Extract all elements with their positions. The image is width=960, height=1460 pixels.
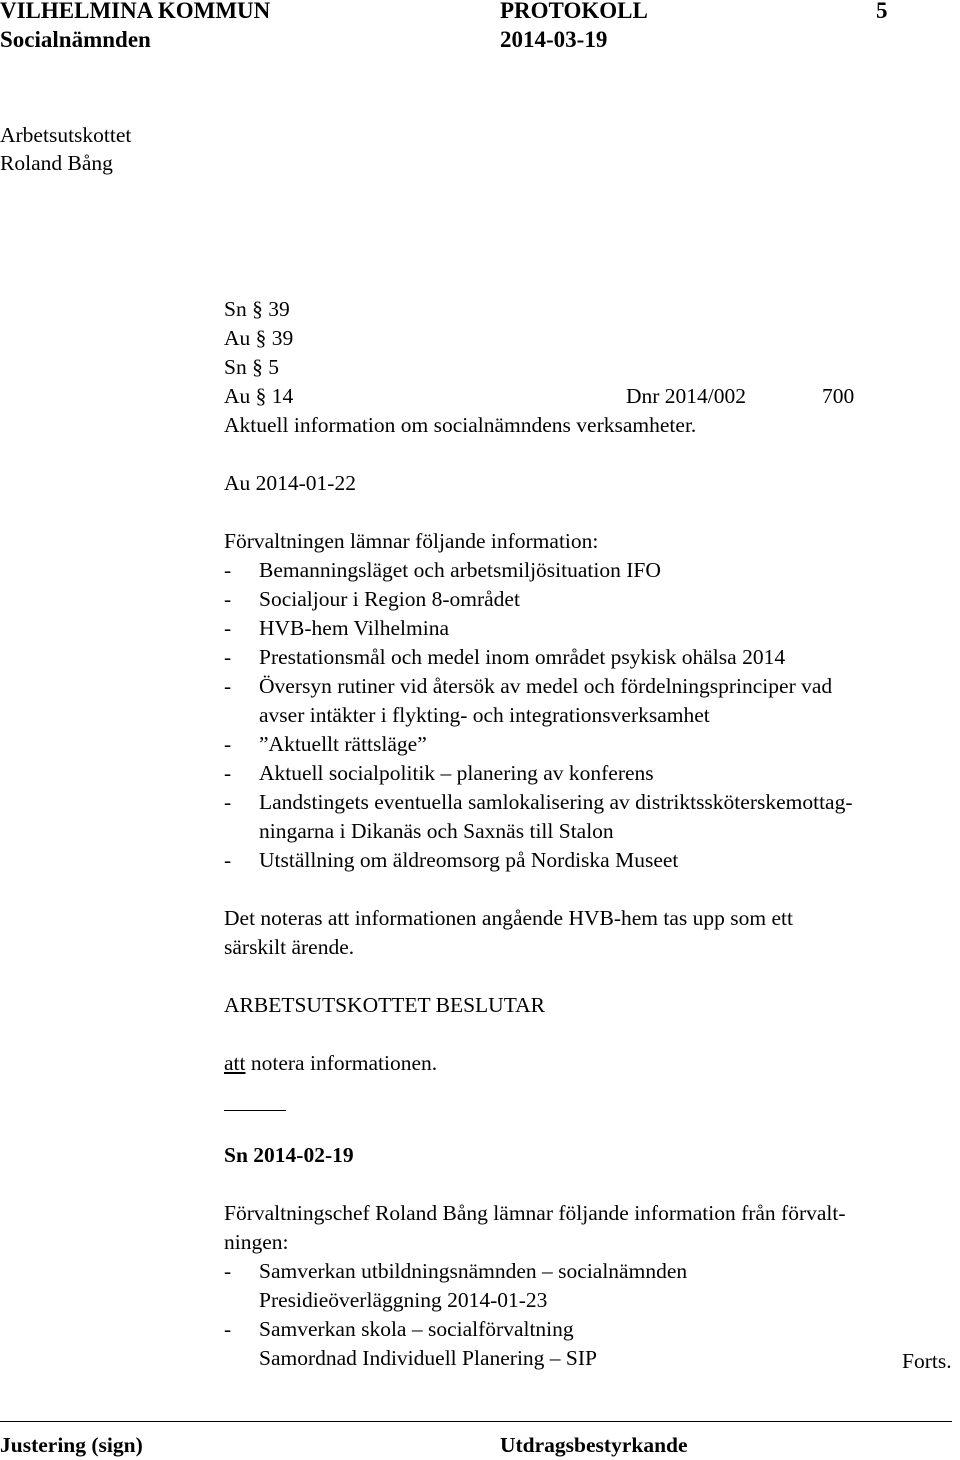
ref-sn-5: Sn § 5 bbox=[224, 355, 279, 379]
decision-text: att notera informationen. bbox=[224, 1051, 438, 1075]
header-date: 2014-03-19 bbox=[500, 27, 608, 52]
list-item: - Aktuell socialpolitik – planering av konferens bbox=[224, 761, 654, 785]
list-item: - Landstingets eventuella samlokalisering av distriktssköterskemottag- bbox=[224, 790, 853, 814]
decision-att: att bbox=[224, 1051, 246, 1075]
footer-justering: Justering (sign) bbox=[0, 1433, 143, 1457]
recipient-committee: Arbetsutskottet bbox=[0, 123, 132, 147]
decision-heading: ARBETSUTSKOTTET BESLUTAR bbox=[224, 993, 545, 1017]
list-item-continuation: avser intäkter i flykting- och integrationsverksamhet bbox=[259, 703, 710, 727]
list-item-continuation: Presidieöverläggning 2014-01-23 bbox=[259, 1288, 548, 1312]
sn-heading: Sn 2014-02-19 bbox=[224, 1143, 354, 1167]
footer-utdragsbestyrkande: Utdragsbestyrkande bbox=[500, 1433, 688, 1457]
sn-intro-line2: ningen: bbox=[224, 1230, 289, 1254]
list-item: - Bemanningsläget och arbetsmiljösituation IFO bbox=[224, 558, 661, 582]
ref-au-39: Au § 39 bbox=[224, 326, 294, 350]
au-note-line2: särskilt ärende. bbox=[224, 935, 355, 959]
list-item: - Samverkan utbildningsnämnden – socialnämnden bbox=[224, 1259, 688, 1283]
dnr-number: Dnr 2014/002 bbox=[626, 384, 747, 408]
recipient-person: Roland Bång bbox=[0, 151, 113, 175]
list-item: - Samverkan skola – socialförvaltning bbox=[224, 1317, 574, 1341]
dnr-code: 700 bbox=[822, 384, 855, 408]
au-heading: Au 2014-01-22 bbox=[224, 471, 356, 495]
au-intro: Förvaltningen lämnar följande information: bbox=[224, 529, 599, 553]
forts-marker: Forts. bbox=[902, 1349, 952, 1373]
ref-au-14: Au § 14 bbox=[224, 384, 294, 408]
list-item: - HVB-hem Vilhelmina bbox=[224, 616, 449, 640]
au-section bbox=[224, 469, 960, 1078]
list-item: - Översyn rutiner vid återsök av medel och fördelningsprinciper vad bbox=[224, 674, 833, 698]
subject-line: Aktuell information om socialnämndens verksamheter. bbox=[224, 413, 697, 437]
sn-intro-line1: Förvaltningschef Roland Bång lämnar följande information från förvalt- bbox=[224, 1201, 846, 1225]
footer-rule bbox=[0, 1421, 952, 1422]
list-item: - ”Aktuellt rättsläge” bbox=[224, 732, 427, 756]
list-item: - Socialjour i Region 8-området bbox=[224, 587, 520, 611]
au-note-line1: Det noteras att informationen angående HVB-hem tas upp som ett bbox=[224, 906, 793, 930]
list-item: - Utställning om äldreomsorg på Nordiska Museet bbox=[224, 848, 679, 872]
header-page-number: 5 bbox=[876, 0, 888, 23]
header-doc-type: PROTOKOLL bbox=[500, 0, 648, 23]
list-item-continuation: ningarna i Dikanäs och Saxnäs till Stalon bbox=[259, 819, 614, 843]
header-org: VILHELMINA KOMMUN bbox=[0, 0, 271, 23]
list-item: - Prestationsmål och medel inom området psykisk ohälsa 2014 bbox=[224, 645, 786, 669]
sn-section bbox=[224, 1141, 960, 1373]
ref-sn-39: Sn § 39 bbox=[224, 297, 290, 321]
list-item-continuation: Samordnad Individuell Planering – SIP bbox=[259, 1346, 597, 1370]
header-committee: Socialnämnden bbox=[0, 27, 151, 52]
section-divider bbox=[224, 1110, 286, 1111]
